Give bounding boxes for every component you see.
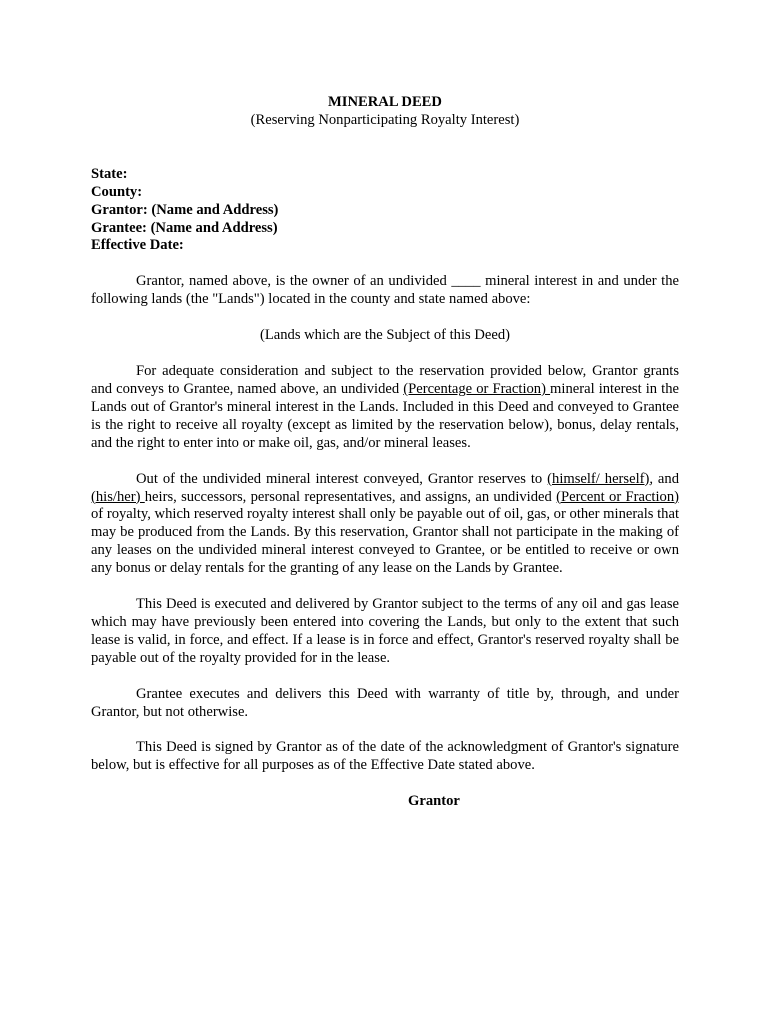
blank-percent-fraction: (Percent or Fraction) — [556, 488, 679, 505]
grantor-signature-label: Grantor — [408, 793, 460, 810]
paragraph-reservation — [91, 471, 679, 578]
reservation-text-1: Out of the undivided mineral interest conveyed, Grantor reserves to — [136, 470, 548, 487]
paragraph-ownership: Grantor, named above, is the owner of an undivided ____ mineral interest in and under the following lands (the "Lands") located in the county and state named above: — [91, 273, 679, 308]
grant-text-1: For adequate consideration and subject to the reservation provided below, Grantor grants and conveys to Grantee, named above, an undivided — [91, 363, 679, 397]
document-title: MINERAL DEED — [328, 94, 442, 110]
blank-his-her: (his/her) — [91, 488, 145, 505]
field-grantor: Grantor: (Name and Address) — [91, 201, 279, 218]
blank-percentage-fraction: (Percentage or Fraction) — [403, 380, 551, 397]
field-grantee: Grantee: (Name and Address) — [91, 219, 278, 236]
reservation-text-3: heirs, successors, personal representatives, and assigns, an undivided — [144, 488, 557, 505]
grant-text-2: mineral interest in the Lands out of Grantor's mineral interest in the Lands. Included in this Deed and conveyed to Grantee is the right to receive all royalty (except as limited by the reservation below), bonus, delay rentals, and the right to enter into or make oil, gas, and/or mineral leases. — [91, 380, 679, 451]
reservation-text-4: of royalty, which reserved royalty interest shall only be payable out of oil, gas, or other minerals that may be produced from the Lands. By this reservation, Grantor shall not participate in the making of any leases on the undivided mineral interest conveyed to Grantee, or be entitled to receive or own any bonus or delay rentals for the granting of any lease on the Lands by Grantee. — [91, 506, 679, 577]
field-effective-date: Effective Date: — [91, 237, 184, 254]
field-county: County: — [91, 183, 143, 200]
paragraph-grant — [91, 363, 679, 453]
field-state: State: — [91, 165, 128, 182]
paragraph-signature: This Deed is signed by Grantor as of the date of the acknowledgment of Grantor's signature below, but is effective for all purposes as of the Effective Date stated above. — [91, 739, 679, 774]
blank-himself-herself: (himself/ herself) — [547, 470, 650, 487]
lands-placeholder: (Lands which are the Subject of this Deed) — [259, 327, 511, 344]
paragraph-warranty: Grantee executes and delivers this Deed with warranty of title by, through, and under Grantor, but not otherwise. — [91, 685, 679, 720]
reservation-text-2: , and — [649, 470, 679, 487]
document-subtitle: (Reserving Nonparticipating Royalty Interest) — [250, 111, 520, 128]
header-fields — [91, 166, 679, 256]
paragraph-lease: This Deed is executed and delivered by Grantor subject to the terms of any oil and gas lease which may have previously been entered into covering the Lands, but only to the extent that such lease is valid, in force, and effect. If a lease is in force and effect, Grantor's reserved royalty shall be payable out of the royalty provided for in the lease. — [91, 596, 679, 666]
document-body — [91, 94, 679, 811]
